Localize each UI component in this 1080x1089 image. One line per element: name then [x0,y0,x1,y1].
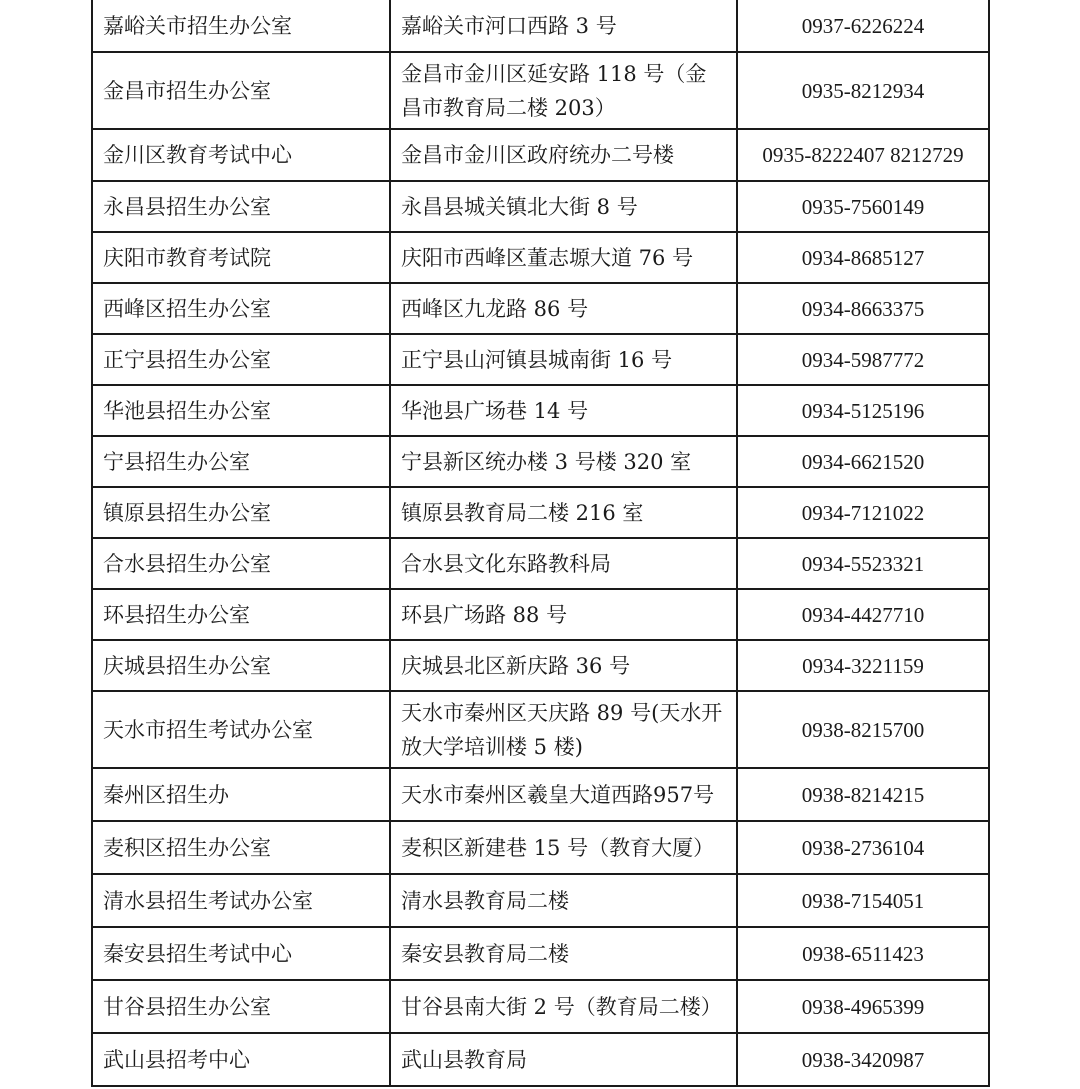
office-name-cell: 庆城县招生办公室 [92,640,390,691]
table-row [92,821,989,874]
office-name-cell: 环县招生办公室 [92,589,390,640]
office-name-cell: 华池县招生办公室 [92,385,390,436]
office-name-cell: 清水县招生考试办公室 [92,874,390,927]
contacts-table-body [92,0,989,1086]
address-cell: 正宁县山河镇县城南街 16 号 [390,334,737,385]
office-name-cell: 镇原县招生办公室 [92,487,390,538]
phone-cell: 0938-2736104 [737,821,989,874]
table-row [92,589,989,640]
address-cell: 环县广场路 88 号 [390,589,737,640]
address-cell: 秦安县教育局二楼 [390,927,737,980]
address-cell: 庆阳市西峰区董志塬大道 76 号 [390,232,737,283]
phone-cell: 0935-7560149 [737,181,989,232]
table-row [92,640,989,691]
office-name-cell: 庆阳市教育考试院 [92,232,390,283]
address-cell: 天水市秦州区羲皇大道西路957号 [390,768,737,821]
phone-cell: 0938-7154051 [737,874,989,927]
table-row [92,436,989,487]
phone-cell: 0934-8663375 [737,283,989,334]
office-name-cell: 正宁县招生办公室 [92,334,390,385]
address-cell: 金昌市金川区延安路 118 号（金昌市教育局二楼 203） [390,52,737,129]
phone-cell: 0935-8212934 [737,52,989,129]
address-cell: 嘉峪关市河口西路 3 号 [390,0,737,52]
phone-cell: 0935-8222407 8212729 [737,129,989,181]
table-row [92,874,989,927]
address-cell: 镇原县教育局二楼 216 室 [390,487,737,538]
office-name-cell: 嘉峪关市招生办公室 [92,0,390,52]
phone-cell: 0938-6511423 [737,927,989,980]
table-row [92,181,989,232]
office-name-cell: 西峰区招生办公室 [92,283,390,334]
phone-cell: 0938-4965399 [737,980,989,1033]
office-name-cell: 天水市招生考试办公室 [92,691,390,768]
office-name-cell: 麦积区招生办公室 [92,821,390,874]
office-name-cell: 武山县招考中心 [92,1033,390,1086]
phone-cell: 0938-8215700 [737,691,989,768]
table-row [92,691,989,768]
phone-cell: 0934-5125196 [737,385,989,436]
contacts-table [91,0,990,1087]
address-cell: 合水县文化东路教科局 [390,538,737,589]
table-row [92,768,989,821]
table-row [92,283,989,334]
phone-cell: 0934-7121022 [737,487,989,538]
table-row [92,487,989,538]
address-cell: 武山县教育局 [390,1033,737,1086]
phone-cell: 0938-3420987 [737,1033,989,1086]
address-cell: 麦积区新建巷 15 号（教育大厦） [390,821,737,874]
table-row [92,980,989,1033]
office-name-cell: 合水县招生办公室 [92,538,390,589]
office-name-cell: 秦安县招生考试中心 [92,927,390,980]
office-name-cell: 宁县招生办公室 [92,436,390,487]
address-cell: 甘谷县南大街 2 号（教育局二楼） [390,980,737,1033]
phone-cell: 0938-8214215 [737,768,989,821]
address-cell: 宁县新区统办楼 3 号楼 320 室 [390,436,737,487]
address-cell: 永昌县城关镇北大街 8 号 [390,181,737,232]
table-row [92,927,989,980]
address-cell: 庆城县北区新庆路 36 号 [390,640,737,691]
address-cell: 华池县广场巷 14 号 [390,385,737,436]
address-cell: 西峰区九龙路 86 号 [390,283,737,334]
phone-cell: 0937-6226224 [737,0,989,52]
table-row [92,385,989,436]
office-name-cell: 金川区教育考试中心 [92,129,390,181]
table-row [92,0,989,52]
address-cell: 清水县教育局二楼 [390,874,737,927]
office-name-cell: 甘谷县招生办公室 [92,980,390,1033]
phone-cell: 0934-5987772 [737,334,989,385]
phone-cell: 0934-4427710 [737,589,989,640]
phone-cell: 0934-6621520 [737,436,989,487]
table-row [92,129,989,181]
address-cell: 金昌市金川区政府统办二号楼 [390,129,737,181]
table-row [92,1033,989,1086]
table-row [92,232,989,283]
table-row [92,538,989,589]
address-cell: 天水市秦州区天庆路 89 号(天水开放大学培训楼 5 楼) [390,691,737,768]
phone-cell: 0934-3221159 [737,640,989,691]
office-name-cell: 秦州区招生办 [92,768,390,821]
table-row [92,52,989,129]
phone-cell: 0934-5523321 [737,538,989,589]
phone-cell: 0934-8685127 [737,232,989,283]
office-name-cell: 永昌县招生办公室 [92,181,390,232]
office-name-cell: 金昌市招生办公室 [92,52,390,129]
table-row [92,334,989,385]
